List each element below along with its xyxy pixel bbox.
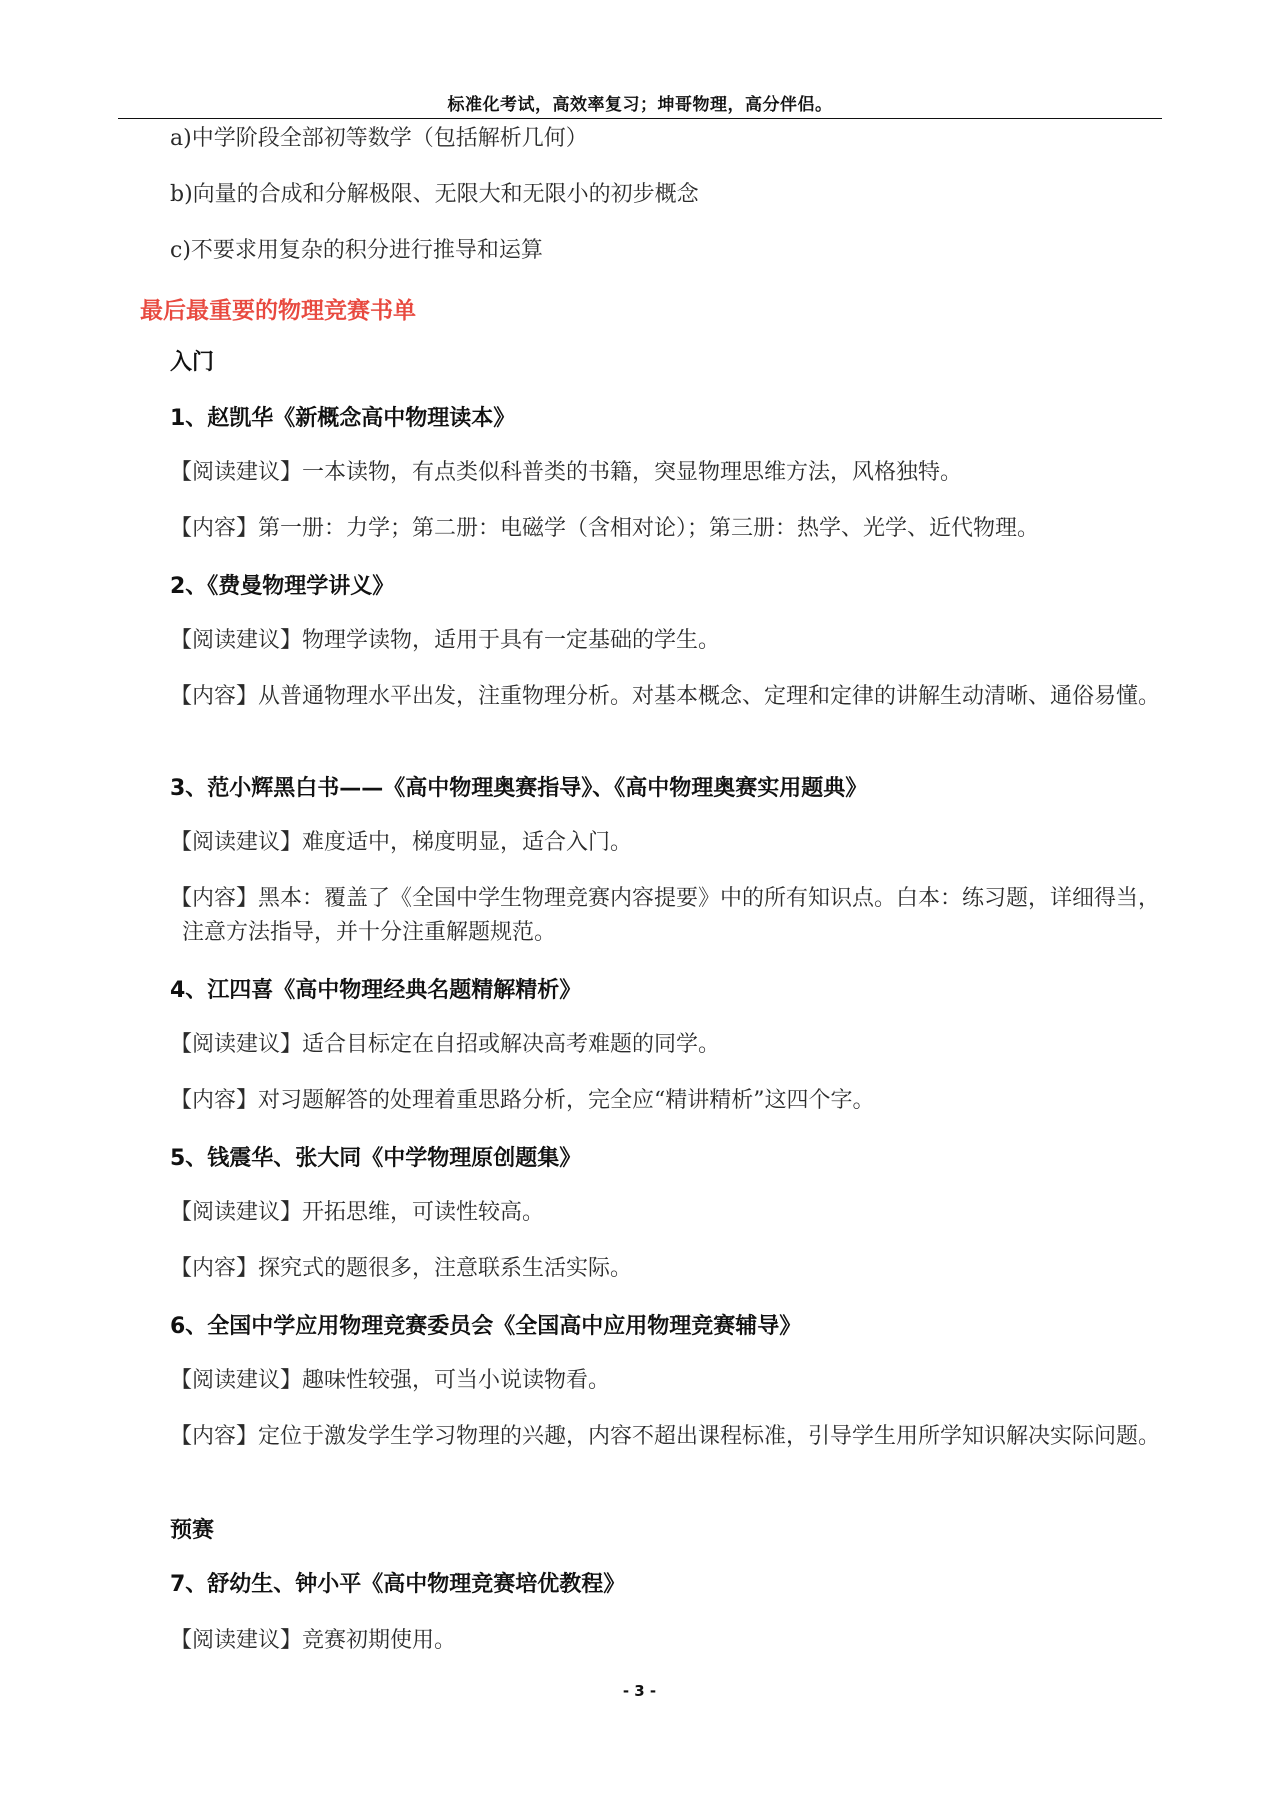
book-7-advice: 【阅读建议】竞赛初期使用。 bbox=[170, 1628, 457, 1653]
book-4-content: 【内容】对习题解答的处理着重思路分析，完全应“精讲精析”这四个字。 bbox=[170, 1088, 875, 1113]
page-number: - 3 - bbox=[622, 1682, 657, 1700]
book-1-title: 1、赵凯华《新概念高中物理读本》 bbox=[170, 406, 516, 431]
book-6-advice: 【阅读建议】趣味性较强，可当小说读物看。 bbox=[170, 1368, 611, 1393]
book-3-content: 【内容】黑本：覆盖了《全国中学生物理竞赛内容提要》中的所有知识点。白本：练习题，详细得当，注意方法指导，并十分注重解题规范。 bbox=[170, 886, 1161, 945]
intro-item-b: b)向量的合成和分解极限、无限大和无限小的初步概念 bbox=[170, 182, 699, 207]
book-2-title: 2、《费曼物理学讲义》 bbox=[170, 574, 395, 599]
intro-item-a: a)中学阶段全部初等数学（包括解析几何） bbox=[170, 126, 588, 151]
book-2-content: 【内容】从普通物理水平出发，注重物理分析。对基本概念、定理和定律的讲解生动清晰、通俗易懂。 bbox=[170, 684, 1161, 709]
book-7-title: 7、舒幼生、钟小平《高中物理竞赛培优教程》 bbox=[170, 1572, 626, 1597]
section-title: 最后最重要的物理竞赛书单 bbox=[140, 298, 416, 324]
book-6-content: 【内容】定位于激发学生学习物理的兴趣，内容不超出课程标准，引导学生用所学知识解决实际问题。 bbox=[170, 1424, 1161, 1449]
intro-item-c: c)不要求用复杂的积分进行推导和运算 bbox=[170, 238, 543, 263]
category-entry: 入门 bbox=[170, 350, 215, 375]
book-2-advice: 【阅读建议】物理学读物，适用于具有一定基础的学生。 bbox=[170, 628, 721, 653]
book-4-advice: 【阅读建议】适合目标定在自招或解决高考难题的同学。 bbox=[170, 1032, 721, 1057]
book-5-title: 5、钱震华、张大同《中学物理原创题集》 bbox=[170, 1146, 582, 1171]
book-3-advice: 【阅读建议】难度适中，梯度明显，适合入门。 bbox=[170, 830, 633, 855]
page-header: 标准化考试，高效率复习；坤哥物理，高分伴侣。 bbox=[447, 95, 833, 115]
book-1-content: 【内容】第一册：力学；第二册：电磁学（含相对论）；第三册：热学、光学、近代物理。 bbox=[170, 516, 1040, 541]
book-6-title: 6、全国中学应用物理竞赛委员会《全国高中应用物理竞赛辅导》 bbox=[170, 1314, 802, 1339]
book-3-title: 3、范小辉黑白书——《高中物理奥赛指导》、《高中物理奥赛实用题典》 bbox=[170, 776, 868, 801]
book-5-content: 【内容】探究式的题很多，注意联系生活实际。 bbox=[170, 1256, 633, 1281]
header-divider bbox=[118, 118, 1162, 119]
book-5-advice: 【阅读建议】开拓思维，可读性较高。 bbox=[170, 1200, 545, 1225]
book-4-title: 4、江四喜《高中物理经典名题精解精析》 bbox=[170, 978, 582, 1003]
book-1-advice: 【阅读建议】一本读物，有点类似科普类的书籍，突显物理思维方法，风格独特。 bbox=[170, 460, 963, 485]
category-prelim: 预赛 bbox=[170, 1518, 215, 1543]
